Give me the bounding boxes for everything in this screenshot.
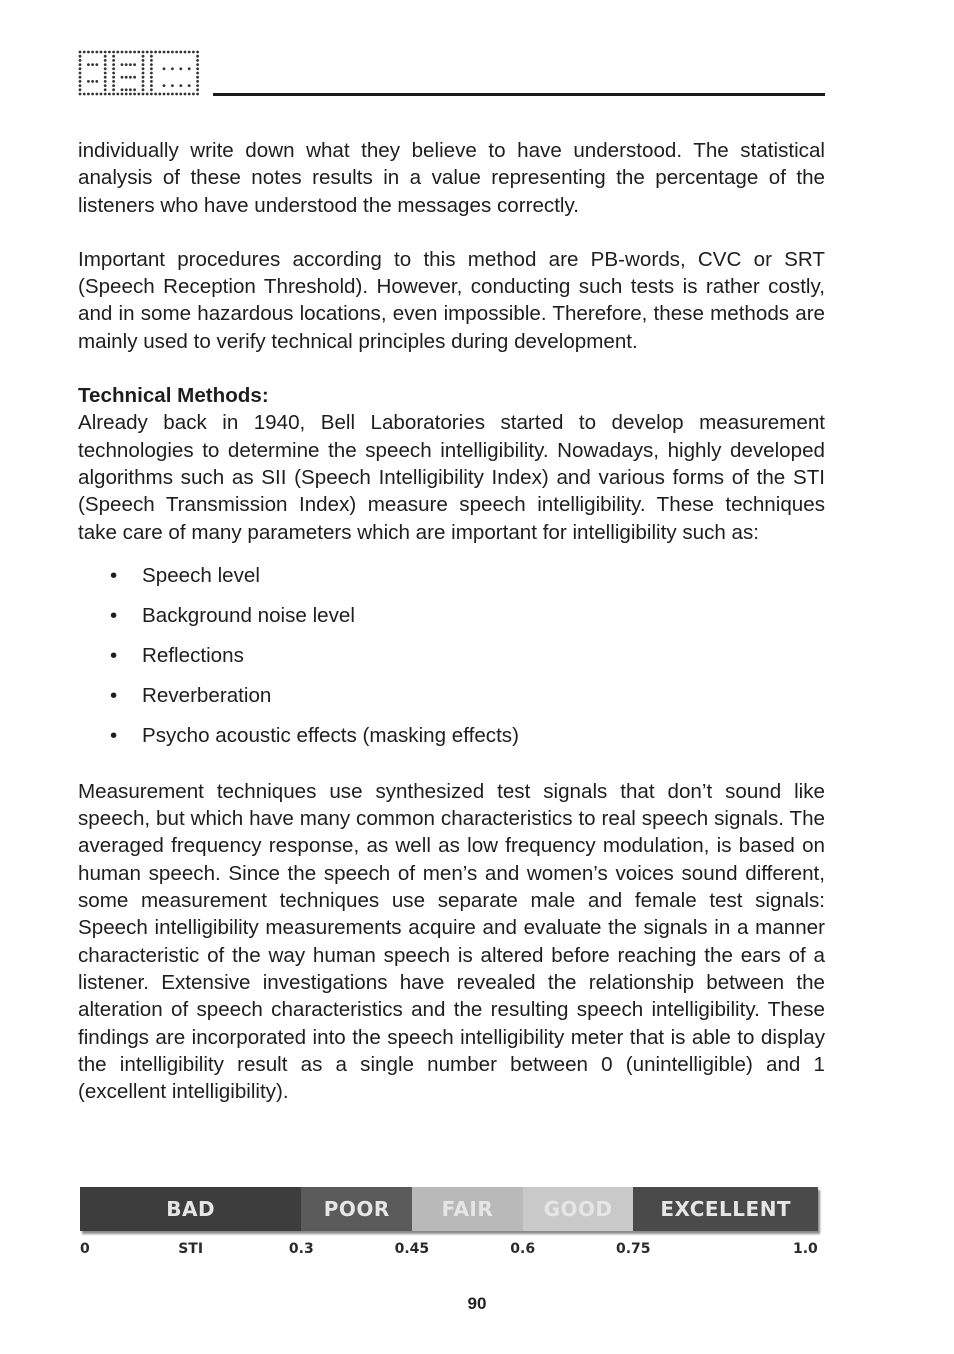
sti-segment-good: GOOD — [523, 1187, 634, 1231]
page-content — [78, 137, 825, 1105]
bullet-icon: • — [110, 603, 118, 627]
sti-tick-label: STI — [178, 1241, 204, 1257]
sti-segment-bad: BAD — [80, 1187, 301, 1231]
sti-scale-bar — [80, 1187, 818, 1231]
sti-segment-poor: POOR — [301, 1187, 412, 1231]
paragraph-procedures: Important procedures according to this method are PB-words, CVC or SRT (Speech Reception Threshold). However, conducting such tests is rather costly, and in some hazardous locations, even impossible. Therefore, these methods are mainly used to verify technical principles during development. — [78, 247, 825, 353]
header-rule — [213, 93, 825, 96]
sti-scale-ticks — [80, 1241, 825, 1265]
bullet-icon: • — [110, 723, 118, 747]
list-item: • Reflections — [78, 636, 825, 676]
parameter-list — [78, 556, 825, 756]
page-number: 90 — [467, 1294, 487, 1313]
paragraph-technical-methods: Already back in 1940, Bell Laboratories started to develop measurement technologies to determine the speech intelligibility. Nowadays, highly developed algorithms such as SII (Speech Intelligibility Index) and various forms of the STI (Speech Transmission Index) measure speech intelligibility. These techniques take care of many parameters which are important for intelligibility such as: — [78, 411, 825, 544]
section-heading: Technical Methods: — [78, 384, 269, 408]
publisher-logo — [78, 50, 200, 96]
sti-tick-label: 0.45 — [394, 1241, 430, 1257]
bullet-icon: • — [110, 683, 118, 707]
sti-segment-excellent: EXCELLENT — [633, 1187, 818, 1231]
sti-tick-label: 1.0 — [793, 1241, 818, 1257]
list-item: • Reverberation — [78, 676, 825, 716]
sti-tick-label: 0.3 — [288, 1241, 314, 1257]
sti-tick-label: 0 — [80, 1241, 90, 1257]
sti-scale — [80, 1187, 823, 1235]
list-item: • Background noise level — [78, 596, 825, 636]
paragraph-measurement: Measurement techniques use synthesized test signals that don’t sound like speech, but which have many common characteristics to real speech signals. The averaged frequency response, as well as low frequency modulation, is based on human speech. Since the speech of men’s and women’s voices sound different, some measurement techniques use separate male and female test signals: Speech intelligibility measurements acquire and evaluate the signals in a manner characteristic of the way human speech is altered before reaching the ears of a listener. Extensive investigations have revealed the relationship between the alteration of speech characteristics and the resulting speech intelligibility. These findings are incorporated into the speech intelligibility meter that is able to display the intelligibility result as a single number between 0 (unintelligible) and 1 (excellent intelligibility). — [78, 779, 825, 1104]
bullet-icon: • — [110, 643, 118, 667]
list-item: • Psycho acoustic effects (masking effects) — [78, 716, 825, 756]
bullet-icon: • — [110, 563, 118, 587]
list-item: • Speech level — [78, 556, 825, 596]
sti-tick-label: 0.6 — [510, 1241, 536, 1257]
sti-tick-label: 0.75 — [616, 1241, 651, 1257]
paragraph-intro: individually write down what they believe to have understood. The statistical analysis of these notes results in a value representing the percentage of the listeners who have understood the messages correctly. — [78, 139, 825, 217]
sti-segment-fair: FAIR — [412, 1187, 523, 1231]
